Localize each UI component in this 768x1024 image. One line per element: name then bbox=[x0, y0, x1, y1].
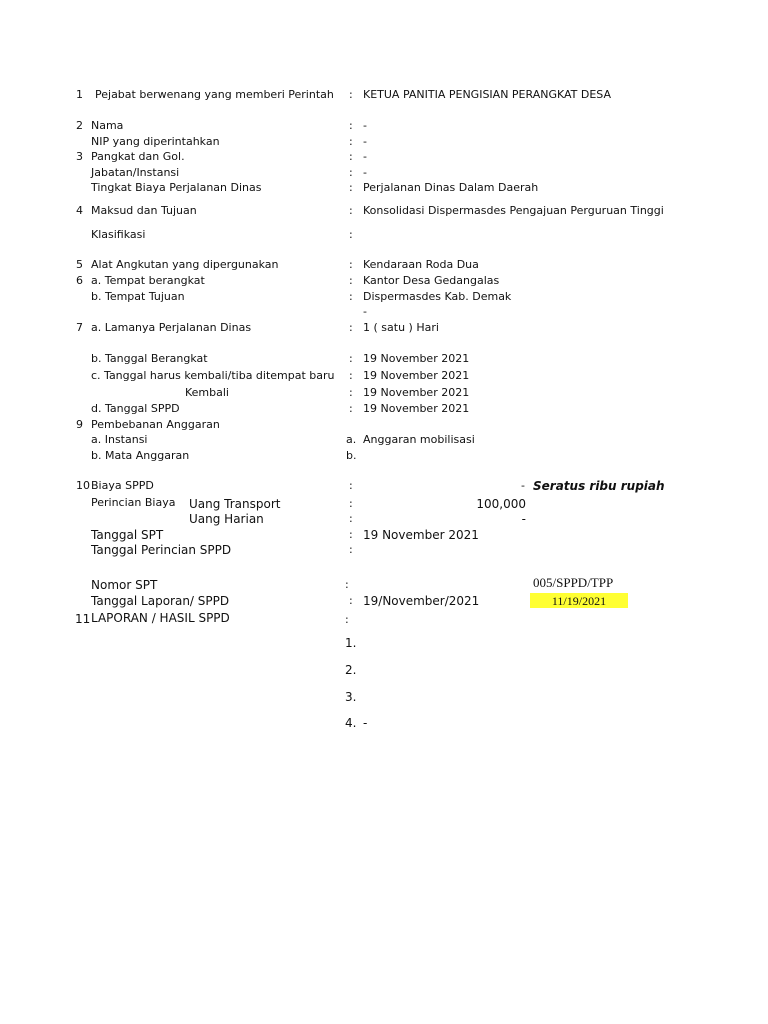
colon: : bbox=[349, 274, 353, 287]
label-tanggal-berangkat: b. Tanggal Berangkat bbox=[91, 352, 208, 365]
value-uang-transport: 100,000 bbox=[476, 497, 526, 511]
colon: : bbox=[349, 402, 353, 415]
label-tempat-berangkat: a. Tempat berangkat bbox=[91, 274, 205, 287]
prefix-a: a. bbox=[346, 433, 357, 446]
label-nama: Nama bbox=[91, 119, 124, 132]
value-tempat-tujuan: Dispermasdes Kab. Demak bbox=[363, 290, 512, 303]
label-tanggal-kembali: c. Tanggal harus kembali/tiba ditempat baru bbox=[91, 369, 335, 382]
label-alat-angkutan: Alat Angkutan yang dipergunakan bbox=[91, 258, 279, 271]
colon: : bbox=[349, 150, 353, 163]
value-jabatan: - bbox=[363, 166, 367, 179]
label-mata-anggaran: b. Mata Anggaran bbox=[91, 449, 190, 462]
colon: : bbox=[349, 181, 353, 194]
label-biaya-sppd: Biaya SPPD bbox=[91, 479, 154, 492]
value-tempat-tujuan-dash: - bbox=[363, 305, 367, 318]
value-nomor-spt: 005/SPPD/TPP bbox=[533, 575, 614, 590]
value-maksud: Konsolidasi Dispermasdes Pengajuan Perguruan Tinggi bbox=[363, 204, 664, 217]
list-item-text: - bbox=[363, 716, 368, 730]
colon: : bbox=[349, 258, 353, 271]
label-uang-transport: Uang Transport bbox=[189, 497, 281, 511]
prefix-b: b. bbox=[346, 449, 357, 462]
label-perincian-biaya: Perincian Biaya bbox=[91, 496, 176, 509]
label-nip: NIP yang diperintahkan bbox=[91, 135, 220, 148]
label-jabatan: Jabatan/Instansi bbox=[91, 166, 180, 179]
colon: : bbox=[349, 228, 353, 241]
colon: : bbox=[349, 135, 353, 148]
list-item-number: 3. bbox=[345, 690, 357, 704]
label-tingkat-biaya: Tingkat Biaya Perjalanan Dinas bbox=[91, 181, 262, 194]
colon: : bbox=[345, 613, 349, 626]
value-tingkat-biaya: Perjalanan Dinas Dalam Daerah bbox=[363, 181, 539, 194]
label-pembebanan: Pembebanan Anggaran bbox=[91, 418, 220, 431]
row-number-7: 7 bbox=[76, 321, 83, 334]
colon: : bbox=[349, 528, 353, 541]
row-number-10: 10 bbox=[76, 479, 90, 492]
colon: : bbox=[349, 386, 353, 399]
row-number-1: 1 bbox=[76, 88, 83, 101]
colon: : bbox=[349, 321, 353, 334]
label-pangkat: Pangkat dan Gol. bbox=[91, 150, 185, 163]
label-kembali: Kembali bbox=[185, 386, 229, 399]
label-laporan-hasil: LAPORAN / HASIL SPPD bbox=[91, 611, 230, 625]
value-kembali: 19 November 2021 bbox=[363, 386, 470, 399]
colon: : bbox=[349, 497, 353, 510]
value-pejabat: KETUA PANITIA PENGISIAN PERANGKAT DESA bbox=[363, 88, 612, 101]
label-tanggal-spt: Tanggal SPT bbox=[91, 528, 164, 542]
colon: : bbox=[349, 204, 353, 217]
value-tanggal-sppd: 19 November 2021 bbox=[363, 402, 470, 415]
row-number-6: 6 bbox=[76, 274, 83, 287]
colon: : bbox=[349, 479, 353, 492]
colon: : bbox=[349, 543, 353, 556]
value-tanggal-laporan: 19/November/2021 bbox=[363, 594, 480, 608]
value-lamanya: 1 ( satu ) Hari bbox=[363, 321, 439, 334]
value-uang-harian: - bbox=[521, 512, 526, 526]
label-nomor-spt: Nomor SPT bbox=[91, 578, 158, 592]
row-number-3: 3 bbox=[76, 150, 83, 163]
row-number-4: 4 bbox=[76, 204, 83, 217]
colon: : bbox=[349, 352, 353, 365]
label-tanggal-perincian: Tanggal Perincian SPPD bbox=[91, 543, 232, 557]
colon: : bbox=[349, 119, 353, 132]
value-nama: - bbox=[363, 119, 367, 132]
value-biaya-dash: - bbox=[521, 479, 525, 492]
row-number-2: 2 bbox=[76, 119, 83, 132]
label-pejabat: Pejabat berwenang yang memberi Perintah bbox=[95, 88, 334, 101]
value-alat-angkutan: Kendaraan Roda Dua bbox=[363, 258, 479, 271]
value-tanggal-kembali: 19 November 2021 bbox=[363, 369, 470, 382]
list-item-number: 2. bbox=[345, 663, 357, 677]
label-maksud: Maksud dan Tujuan bbox=[91, 204, 197, 217]
value-nip: - bbox=[363, 135, 367, 148]
value-tanggal-laporan-highlight: 11/19/2021 bbox=[551, 594, 607, 608]
label-tanggal-sppd: d. Tanggal SPPD bbox=[91, 402, 180, 415]
colon: : bbox=[349, 369, 353, 382]
label-uang-harian: Uang Harian bbox=[189, 512, 264, 526]
label-tanggal-laporan: Tanggal Laporan/ SPPD bbox=[91, 594, 230, 608]
list-item-number: 4. bbox=[345, 716, 357, 730]
row-number-11: 11 bbox=[75, 612, 91, 626]
value-tanggal-berangkat: 19 November 2021 bbox=[363, 352, 470, 365]
label-instansi: a. Instansi bbox=[91, 433, 148, 446]
label-klasifikasi: Klasifikasi bbox=[91, 228, 146, 241]
colon: : bbox=[345, 578, 349, 591]
row-number-5: 5 bbox=[76, 258, 83, 271]
value-terbilang: Seratus ribu rupiah bbox=[533, 479, 665, 493]
colon: : bbox=[349, 88, 353, 101]
list-item-number: 1. bbox=[345, 636, 357, 650]
colon: : bbox=[349, 166, 353, 179]
value-instansi: Anggaran mobilisasi bbox=[363, 433, 475, 446]
label-lamanya: a. Lamanya Perjalanan Dinas bbox=[91, 321, 252, 334]
value-tanggal-spt: 19 November 2021 bbox=[363, 528, 479, 542]
value-pangkat: - bbox=[363, 150, 367, 163]
colon: : bbox=[349, 512, 353, 525]
colon: : bbox=[349, 594, 353, 607]
label-tempat-tujuan: b. Tempat Tujuan bbox=[91, 290, 185, 303]
row-number-9: 9 bbox=[76, 418, 83, 431]
value-tempat-berangkat: Kantor Desa Gedangalas bbox=[363, 274, 500, 287]
colon: : bbox=[349, 290, 353, 303]
